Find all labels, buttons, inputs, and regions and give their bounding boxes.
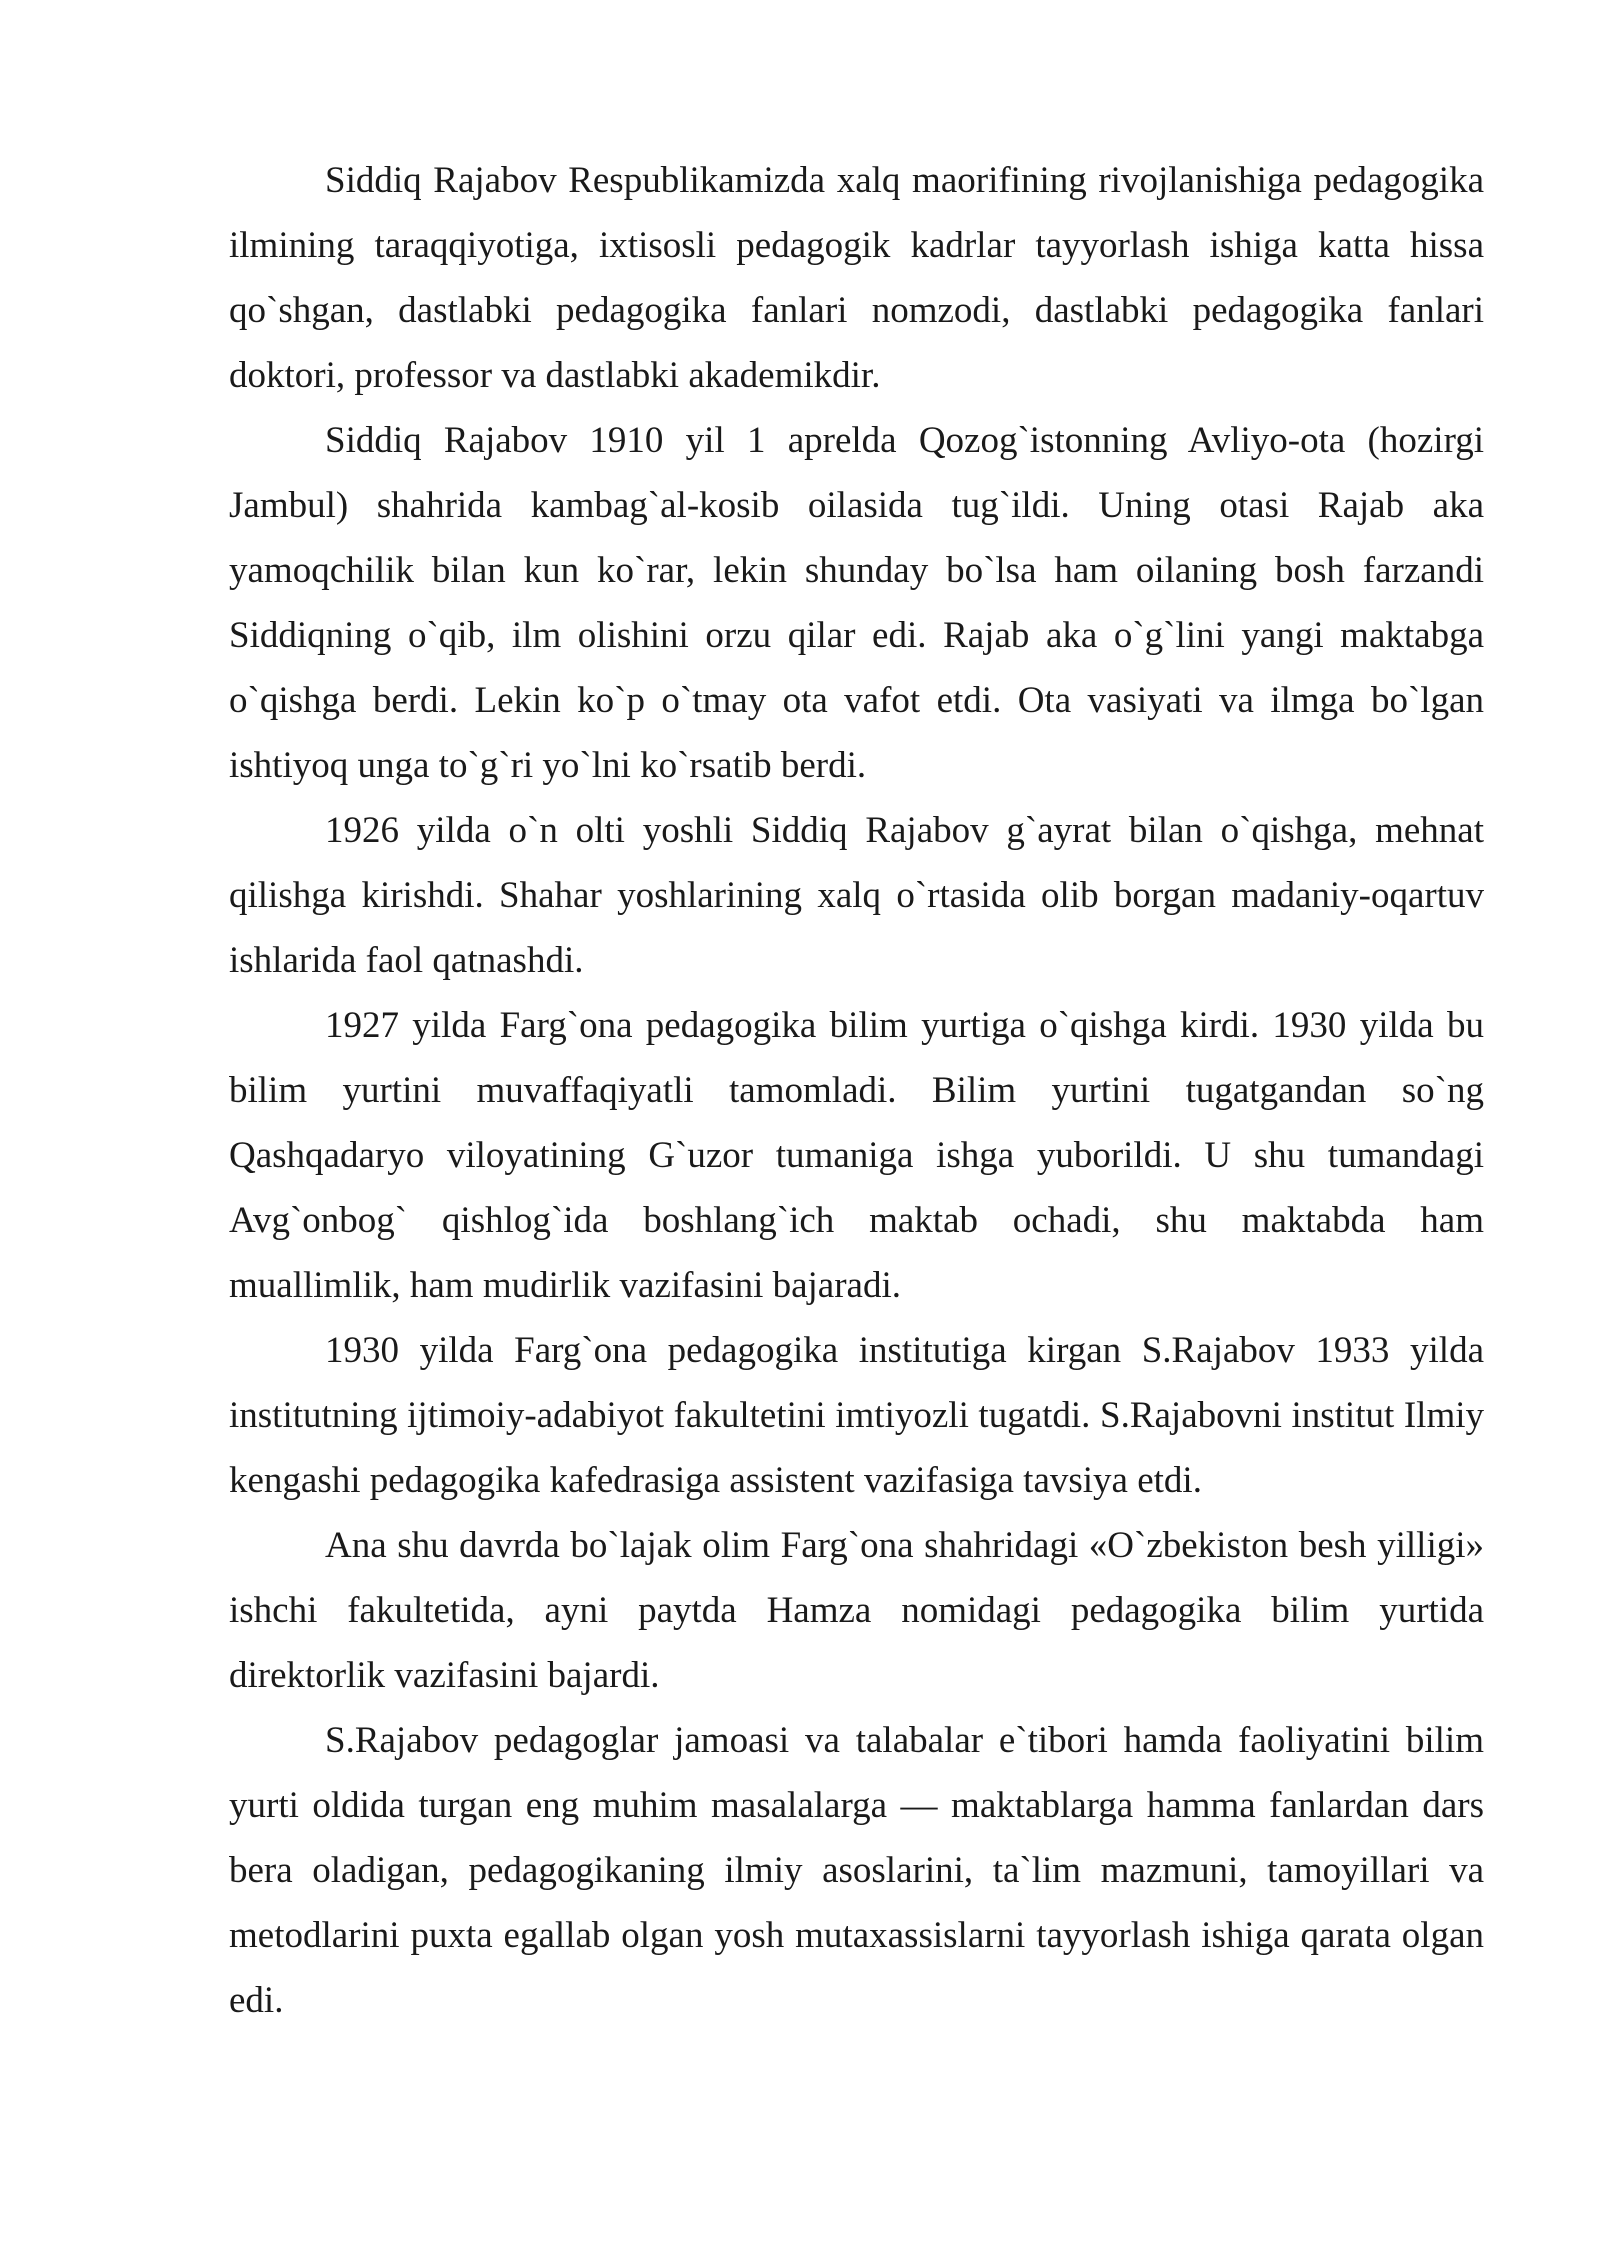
document-body: [229, 148, 1484, 2033]
paragraph-6: Ana shu davrda bo`lajak olim Farg`ona shahridagi «O`zbekiston besh yilligi» ishchi fakultetida, ayni paytda Hamza nomidagi pedagogika bilim yurtida direktorlik vazifasini bajardi.: [229, 1525, 1484, 1696]
paragraph-2: Siddiq Rajabov 1910 yil 1 aprelda Qozog`istonning Avliyo-ota (hozirgi Jambul) shahrida kambag`al-kosib oilasida tug`ildi. Uning otasi Rajab aka yamoqchilik bilan kun ko`rar, lekin shunday bo`lsa ham oilaning bosh farzandi Siddiqning o`qib, ilm olishini orzu qilar edi. Rajab aka o`g`lini yangi maktabga o`qishga berdi. Lekin ko`p o`tmay ota vafot etdi. Ota vasiyati va ilmga bo`lgan ishtiyoq unga to`g`ri yo`lni ko`rsatib berdi.: [229, 420, 1484, 786]
paragraph-4: 1927 yilda Farg`ona pedagogika bilim yurtiga o`qishga kirdi. 1930 yilda bu bilim yurtini muvaffaqiyatli tamomladi. Bilim yurtini tugatgandan so`ng Qashqadaryo viloyatining G`uzor tumaniga ishga yuborildi. U shu tumandagi Avg`onbog` qishlog`ida boshlang`ich maktab ochadi, shu maktabda ham muallimlik, ham mudirlik vazifasini bajaradi.: [229, 1005, 1484, 1306]
paragraph-1: Siddiq Rajabov Respublikamizda xalq maorifining rivojlanishiga pedagogika ilmining taraqqiyotiga, ixtisosli pedagogik kadrlar tayyorlash ishiga katta hissa qo`shgan, dastlabki pedagogika fanlari nomzodi, dastlabki pedagogika fanlari doktori, professor va dastlabki akademikdir.: [229, 160, 1484, 396]
paragraph-3: 1926 yilda o`n olti yoshli Siddiq Rajabov g`ayrat bilan o`qishga, mehnat qilishga kirishdi. Shahar yoshlarining xalq o`rtasida olib borgan madaniy-oqartuv ishlarida faol qatnashdi.: [229, 810, 1484, 981]
paragraph-5: 1930 yilda Farg`ona pedagogika institutiga kirgan S.Rajabov 1933 yilda institutning ijtimoiy-adabiyot fakultetini imtiyozli tugatdi. S.Rajabovni institut Ilmiy kengashi pedagogika kafedrasiga assistent vazifasiga tavsiya etdi.: [229, 1330, 1484, 1501]
paragraph-7: S.Rajabov pedagoglar jamoasi va talabalar e`tibori hamda faoliyatini bilim yurti oldida turgan eng muhim masalalarga — maktablarga hamma fanlardan dars bera oladigan, pedagogikaning ilmiy asoslarini, ta`lim mazmuni, tamoyillari va metodlarini puxta egallab olgan yosh mutaxassislarni tayyorlash ishiga qarata olgan edi.: [229, 1720, 1484, 2021]
